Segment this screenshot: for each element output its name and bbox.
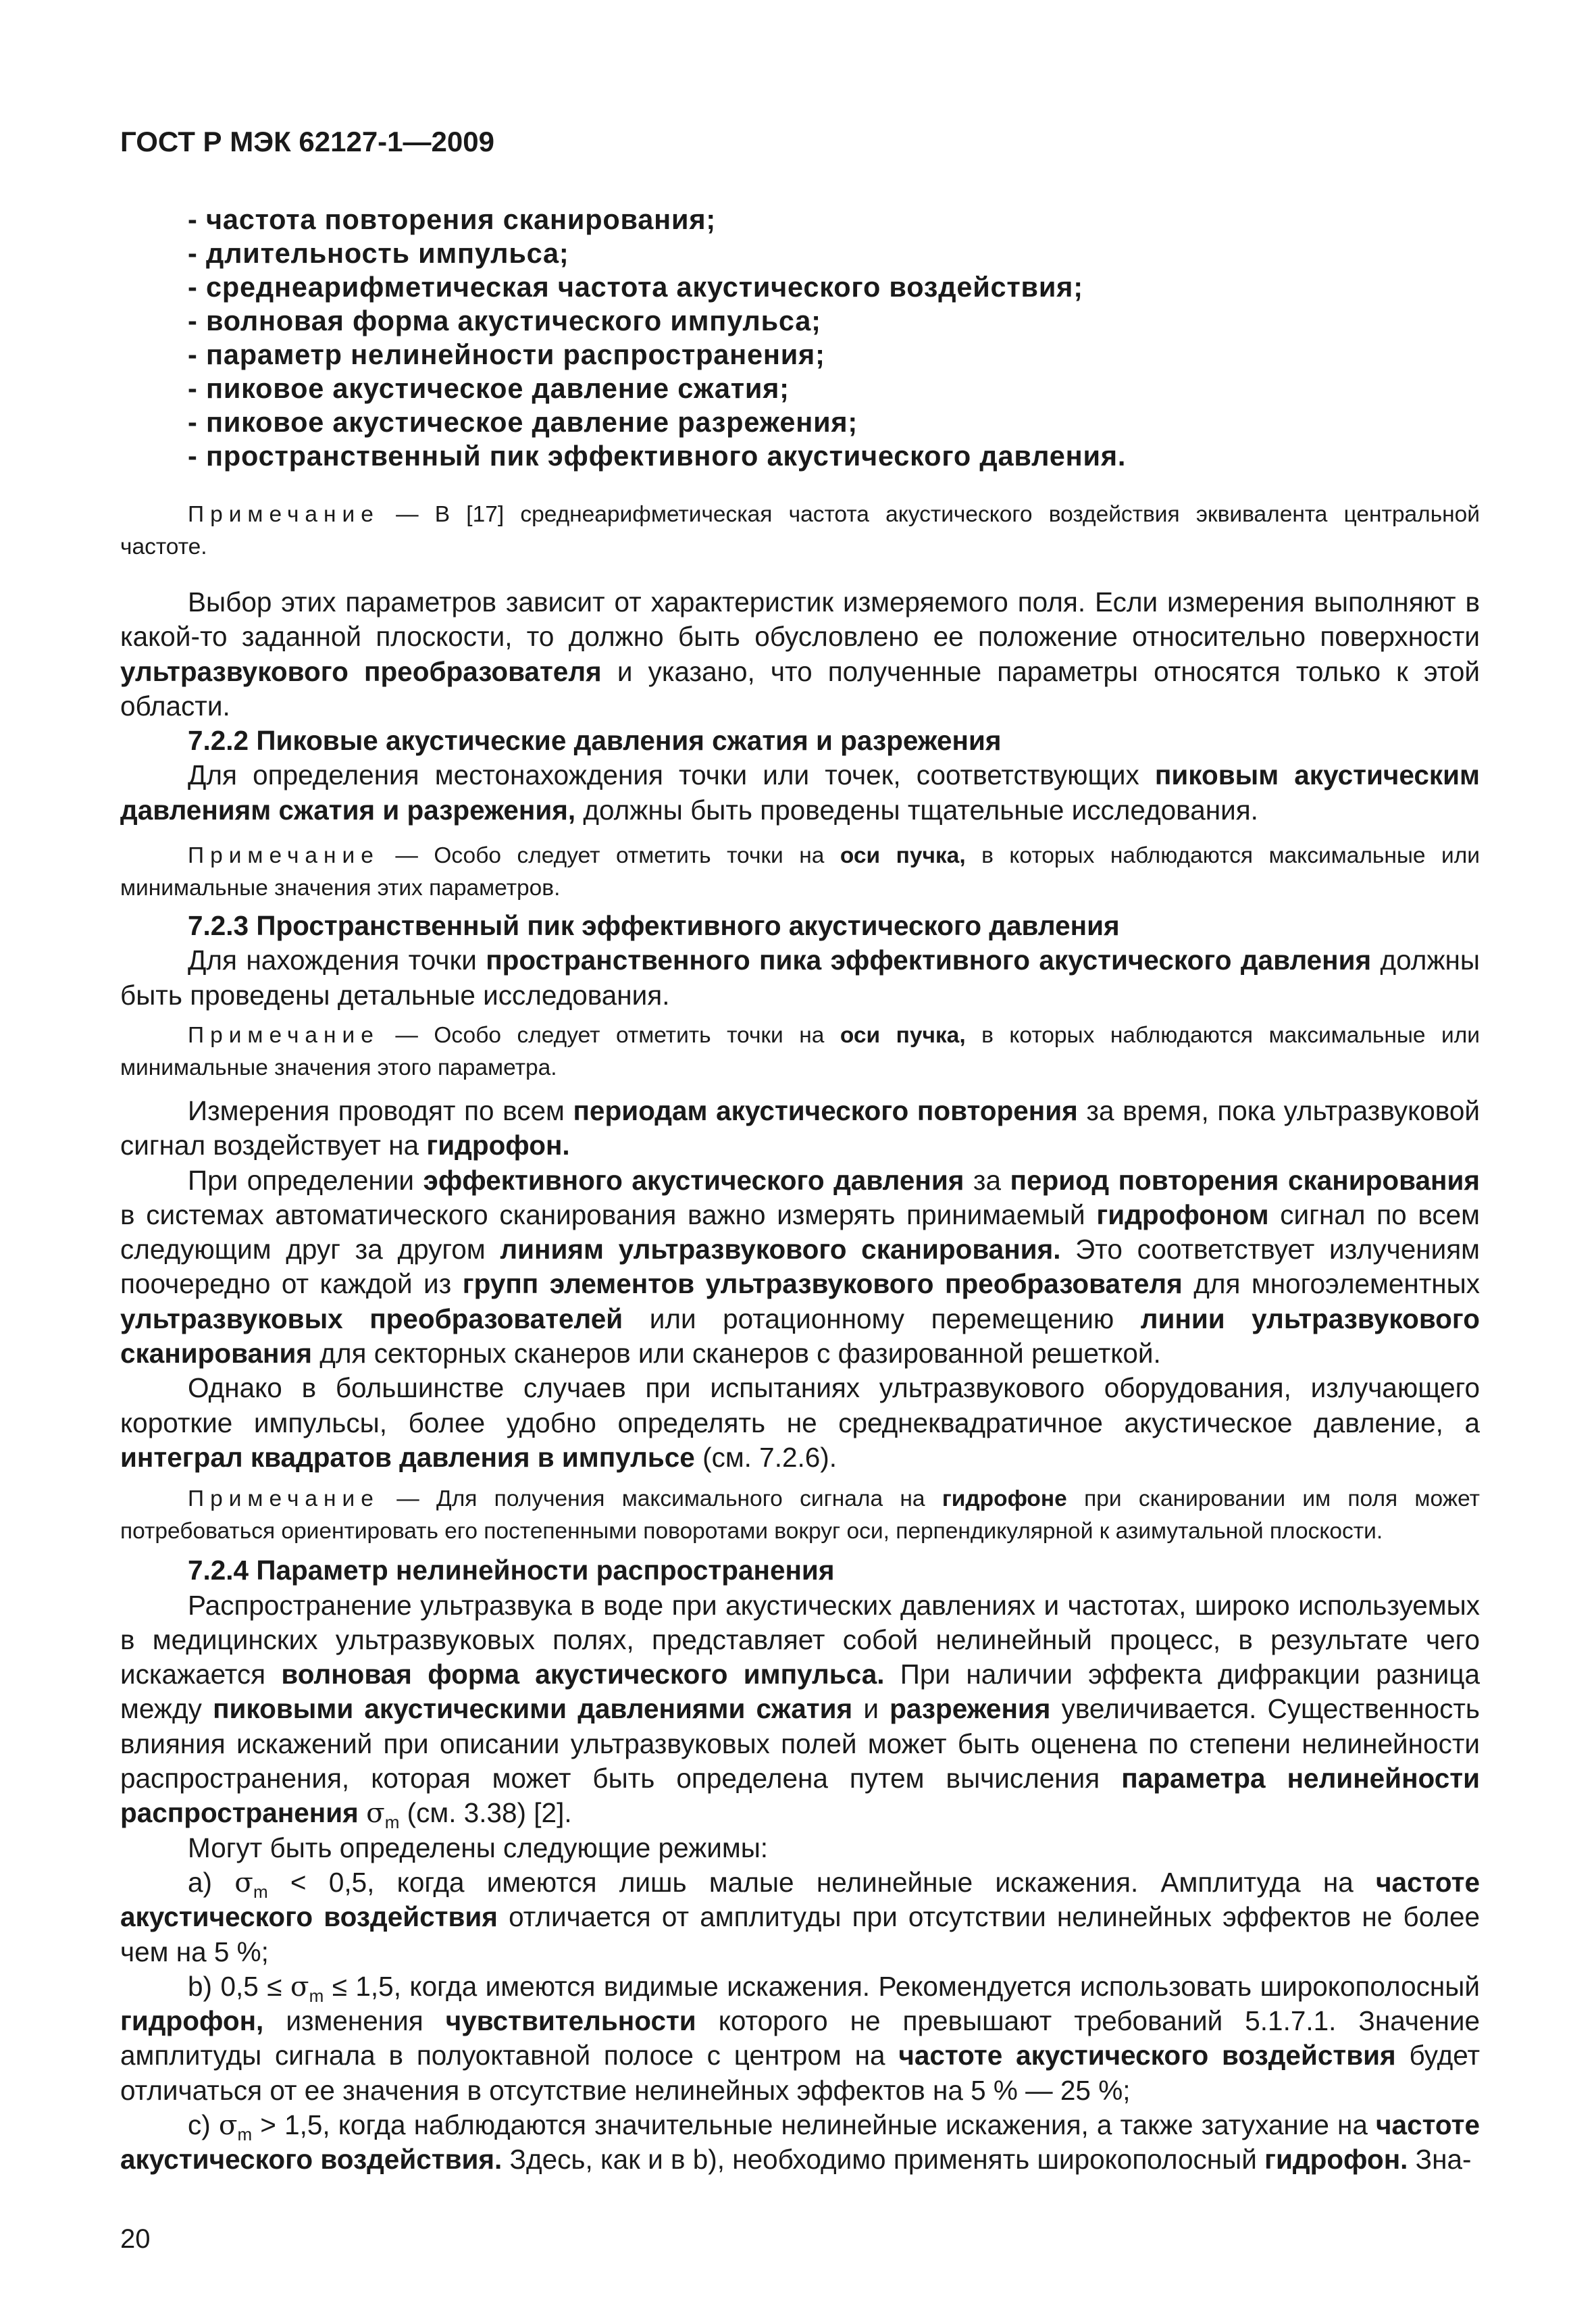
- term-bold: гидрофон.: [426, 1130, 570, 1161]
- term-bold: гидрофон,: [120, 2005, 264, 2037]
- term-bold: ультразвуковых преобразователей: [120, 1303, 623, 1334]
- text-span: при сканировании им поля может потребоваться ориентировать его постепенными поворотами вокруг оси, перпендикулярной к азимутальной плоскости.: [120, 1486, 1480, 1544]
- text-span: ≤ 1,5, когда имеются видимые искажения. Рекомендуется использовать широкополосный: [324, 1970, 1480, 2002]
- text-span: для секторных сканеров или сканеров с фазированной решеткой.: [312, 1338, 1161, 1369]
- text-span: и: [852, 1693, 890, 1725]
- text-span: Зна-: [1408, 2144, 1472, 2175]
- note-prefix: Примечание: [188, 1022, 380, 1048]
- text-span: изменения: [263, 2005, 446, 2037]
- note-prefix: Примечание: [188, 843, 380, 869]
- text-span: увеличивается. Существенность влияния искажений при описании ультразвуковых полей может быть оценена по степени нелинейности распространения, которая может быть определена путем вычисления: [120, 1693, 1480, 1794]
- term-bold: частоте акустического воздействия: [120, 1866, 1480, 1933]
- term-bold: пространственного пика эффективного акустического давления: [486, 945, 1372, 976]
- text-span: Для нахождения точки: [188, 945, 486, 976]
- term-bold: гидрофоном: [1096, 1199, 1269, 1230]
- text-span: в системах автоматического сканирования важно измерять принимаемый: [120, 1199, 1097, 1230]
- sigma-symbol: σ: [218, 2108, 238, 2141]
- sigma-symbol: σ: [290, 1969, 309, 2003]
- page-number: 20: [120, 2224, 151, 2254]
- term-bold: оси пучка,: [840, 843, 966, 869]
- section-heading-7-2-3: 7.2.3 Пространственный пик эффективного акустического давления: [188, 910, 1120, 942]
- mode-item-a: [120, 1865, 1480, 1969]
- text-span: отличается от амплитуды при отсутствии нелинейных эффектов не более чем на 5 %;: [120, 1901, 1481, 1967]
- list-item: - параметр нелинейности распространения;: [188, 338, 825, 370]
- body-paragraph: [120, 1588, 1480, 1831]
- term-bold: чувствительности: [445, 2005, 696, 2037]
- text-span: или ротационному перемещению: [623, 1303, 1141, 1334]
- text-span: При наличии эффекта дифракции разница между: [120, 1659, 1480, 1725]
- list-item: - частота повторения сканирования;: [188, 203, 716, 235]
- list-item: - среднеарифметическая частота акустического воздействия;: [188, 271, 1083, 303]
- text-span: за время, пока ультразвуковой сигнал воздействует на: [120, 1095, 1480, 1161]
- list-item: - пространственный пик эффективного акустического давления.: [188, 440, 1127, 472]
- text-span: которого не превышают требований 5.1.7.1. Значение амплитуды сигнала в полуоктавной полосе с центром на: [120, 2005, 1480, 2071]
- term-bold: групп элементов ультразвукового преобразователя: [462, 1268, 1183, 1300]
- parameter-list: [188, 203, 1480, 473]
- term-bold: разрежения: [890, 1693, 1051, 1725]
- text-span: должны быть проведены детальные исследования.: [120, 945, 1481, 1011]
- text-span: c): [188, 2109, 219, 2140]
- text-span: Для определения местонахождения точки или точек, соответствующих: [188, 759, 1155, 791]
- text-span: — Для получения максимального сигнала на: [379, 1486, 942, 1512]
- text-span: При определении: [188, 1164, 423, 1196]
- term-bold: интеграл квадратов давления в импульсе: [120, 1441, 695, 1473]
- term-bold: периодам акустического повторения: [573, 1095, 1078, 1126]
- list-item: - пиковое акустическое давление сжатия;: [188, 372, 790, 404]
- note-paragraph: [120, 1483, 1480, 1548]
- text-span: будет отличаться от ее значения в отсутствие нелинейных эффектов на 5 % — 25 %;: [120, 2040, 1481, 2106]
- note-paragraph: [120, 840, 1480, 905]
- body-paragraph: [120, 1371, 1480, 1475]
- mode-item-c: [120, 2108, 1480, 2178]
- term-bold: период повторения сканирования: [1010, 1164, 1480, 1196]
- text-span: за: [964, 1164, 1010, 1196]
- text-span: Здесь, как и в b), необходимо применять широкополосный: [502, 2144, 1265, 2175]
- text-span: > 1,5, когда наблюдаются значительные нелинейные искажения, а также затухание на: [252, 2109, 1376, 2140]
- text-span: в которых наблюдаются максимальные или минимальные значения этого параметра.: [120, 1022, 1481, 1080]
- body-paragraph: [120, 585, 1480, 724]
- body-paragraph: Могут быть определены следующие режимы:: [188, 1832, 769, 1863]
- list-item: - пиковое акустическое давление разрежения;: [188, 406, 858, 438]
- term-bold: пиковыми акустическими давлениями сжатия: [213, 1693, 853, 1725]
- term-bold: ультразвукового преобразователя: [120, 655, 602, 687]
- term-bold: оси пучка,: [840, 1022, 966, 1048]
- text-span: для многоэлементных: [1182, 1268, 1480, 1300]
- text-span: Это соответствует излучениям поочередно от каждой из: [120, 1234, 1480, 1300]
- note-text: — В [17] среднеарифметическая частота акустического воздействия эквивалента центральной частоте.: [120, 502, 1480, 559]
- term-bold: эффективного акустического давления: [423, 1164, 964, 1196]
- text-span: сигнал по всем следующим друг за другом: [120, 1199, 1480, 1265]
- text-span: — Особо следует отметить точки на: [379, 1022, 840, 1048]
- text-span: Измерения проводят по всем: [188, 1095, 573, 1126]
- note-paragraph: [120, 499, 1480, 563]
- text-span: a): [188, 1866, 235, 1898]
- text-span: b) 0,5 ≤: [188, 1970, 290, 2002]
- document-header: ГОСТ Р МЭК 62127-1—2009: [120, 126, 494, 157]
- term-bold: линии ультразвукового сканирования: [120, 1303, 1480, 1369]
- section-heading-7-2-2: 7.2.2 Пиковые акустические давления сжатия и разрежения: [188, 725, 1002, 757]
- mode-item-b: [120, 1969, 1480, 2108]
- term-bold: частоте акустического воздействия: [898, 2040, 1396, 2071]
- subscript: m: [237, 2124, 253, 2145]
- body-paragraph: [120, 943, 1480, 1013]
- sigma-symbol: σ: [366, 1796, 385, 1830]
- list-item: - волновая форма акустического импульса;: [188, 305, 821, 336]
- text-span: — Особо следует отметить точки на: [379, 843, 840, 869]
- text-span: (см. 7.2.6).: [694, 1441, 837, 1473]
- text-span: должны быть проведены тщательные исследования.: [575, 794, 1258, 826]
- text-span: (см. 3.38) [2].: [399, 1797, 572, 1829]
- text-span: Распространение ультразвука в воде при акустических давлениях и частотах, широко используемых в медицинских ультразвуковых полях, представляет собой нелинейный процесс, в результате чего искажается: [120, 1589, 1480, 1690]
- note-prefix: Примечание: [188, 502, 380, 527]
- body-paragraph: [120, 758, 1480, 828]
- subscript: m: [309, 1985, 324, 2006]
- note-paragraph: [120, 1020, 1480, 1084]
- body-paragraph: [120, 1094, 1480, 1163]
- page-content: [120, 203, 1480, 2178]
- body-paragraph: [120, 1163, 1480, 1372]
- term-bold: параметра нелинейности распространения: [120, 1763, 1481, 1829]
- section-heading-7-2-4: 7.2.4 Параметр нелинейности распространения: [188, 1555, 835, 1586]
- term-bold: гидрофон.: [1264, 2144, 1408, 2175]
- term-bold: гидрофоне: [942, 1486, 1067, 1512]
- text-span: в которых наблюдаются максимальные или минимальные значения этих параметров.: [120, 843, 1481, 901]
- term-bold: пиковым акустическим давлениям сжатия и разрежения,: [120, 759, 1480, 826]
- list-item: - длительность импульса;: [188, 237, 569, 269]
- subscript: m: [384, 1812, 400, 1833]
- sigma-symbol: σ: [234, 1865, 253, 1898]
- term-bold: частоте акустического воздействия.: [120, 2109, 1480, 2175]
- term-bold: волновая форма акустического импульса.: [281, 1659, 885, 1690]
- note-prefix: Примечание: [188, 1486, 380, 1512]
- term-bold: линиям ультразвукового сканирования.: [500, 1234, 1061, 1265]
- subscript: m: [253, 1882, 268, 1902]
- text-span: и указано, что полученные параметры относятся только к этой области.: [120, 655, 1480, 722]
- text-span: < 0,5, когда имеются лишь малые нелинейные искажения. Амплитуда на: [267, 1866, 1376, 1898]
- text-span: Выбор этих параметров зависит от характеристик измеряемого поля. Если измерения выполняют в какой-то заданной плоскости, то должно быть обусловлено ее положение относительно поверхности: [120, 586, 1480, 653]
- text-span: Однако в большинстве случаев при испытаниях ультразвукового оборудования, излучающего короткие импульсы, более удобно определять не среднеквадратичное акустическое давление, а: [120, 1372, 1480, 1438]
